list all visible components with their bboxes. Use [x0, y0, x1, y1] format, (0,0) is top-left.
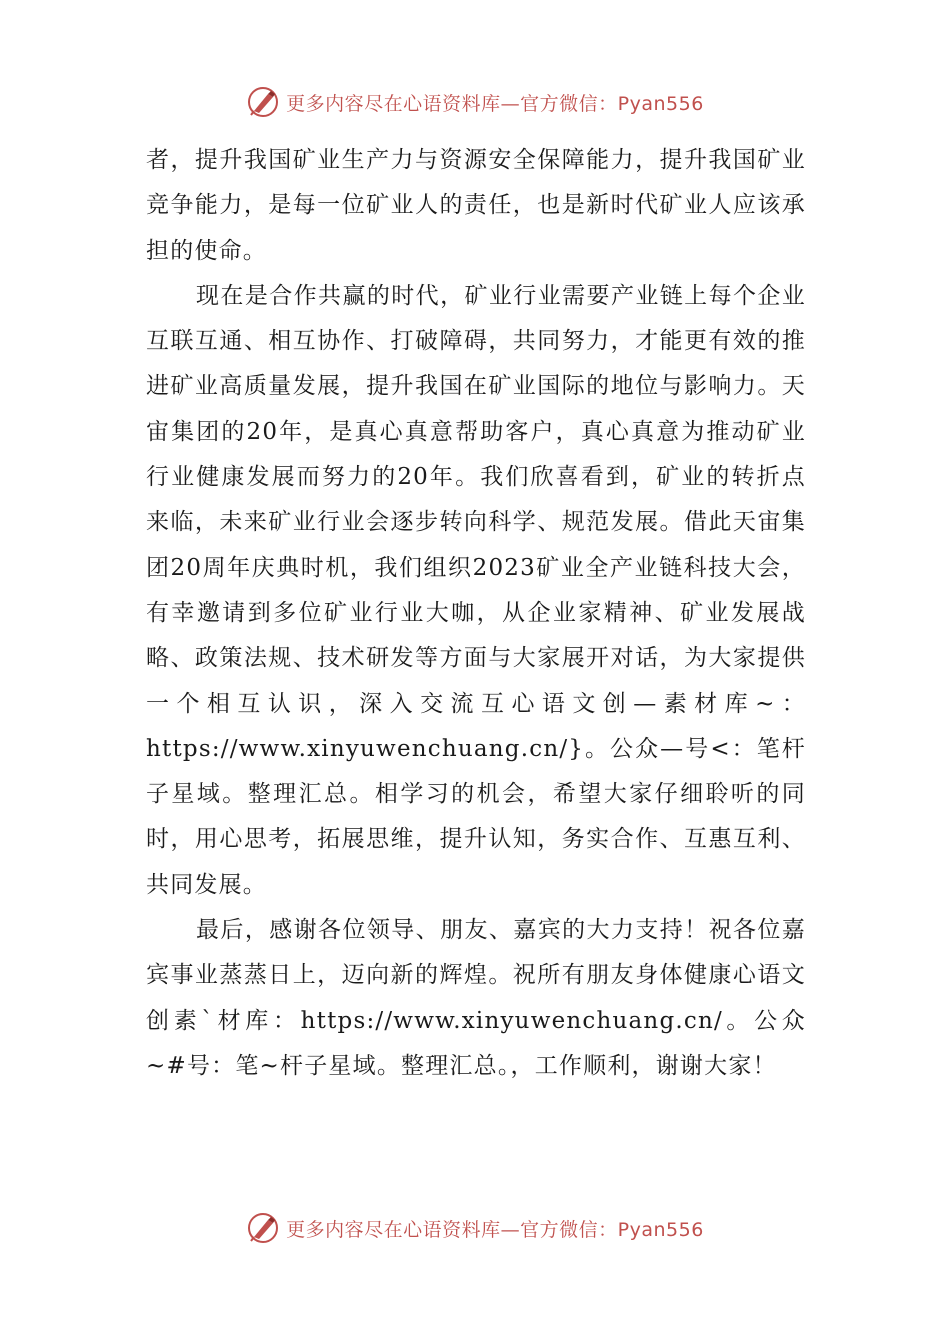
page-header: [0, 82, 950, 122]
footer-brand-text: 更多内容尽在心语资料库—官方微信：Pyan556: [286, 1218, 704, 1241]
paragraph-2: 现在是合作共赢的时代，矿业行业需要产业链上每个企业互联互通、相互协作、打破障碍，共同努力，才能更有效的推进矿业高质量发展，提升我国在矿业国际的地位与影响力。天宙集团的20年，是真心真意帮助客户，真心真意为推动矿业行业健康发展而努力的20年。我们欣喜看到，矿业的转折点来临，未来矿业行业会逐步转向科学、规范发展。借此天宙集团20周年庆典时机，我们组织2023矿业全产业链科技大会，有幸邀请到多位矿业行业大咖，从企业家精神、矿业发展战略、政策法规、技术研发等方面与大家展开对话，为大家提供一个相互认识，深入交流互心语文创—素材库~：https://www.xinyuwenchuang.cn/}。公众—号<：笔杆子星域。整理汇总。相学习的机会，希望大家仔细聆听的同时，用心思考，拓展思维，提升认知，务实合作、互惠互利、共同发展。: [146, 282, 806, 898]
document-body: [146, 138, 806, 1089]
pen-nib-logo-icon: [246, 85, 280, 119]
header-brand-text: 更多内容尽在心语资料库—官方微信：Pyan556: [286, 92, 704, 115]
footer-wechat-id: Pyan556: [617, 1218, 704, 1241]
paragraph-1: 者，提升我国矿业生产力与资源安全保障能力，提升我国矿业竞争能力，是每一位矿业人的责任，也是新时代矿业人应该承担的使命。: [146, 147, 806, 264]
paragraph-3: 最后，感谢各位领导、朋友、嘉宾的大力支持！祝各位嘉宾事业蒸蒸日上，迈向新的辉煌。祝所有朋友身体健康心语文创素`材库：https://www.xinyuwenchuang.cn/。公众~#号：笔~杆子星域。整理汇总。，工作顺利，谢谢大家！: [146, 917, 806, 1079]
header-brand: [246, 85, 704, 119]
pen-nib-logo-icon: [246, 1211, 280, 1245]
page-footer: [0, 1208, 950, 1248]
footer-brand: [246, 1211, 704, 1245]
header-wechat-id: Pyan556: [617, 92, 704, 115]
